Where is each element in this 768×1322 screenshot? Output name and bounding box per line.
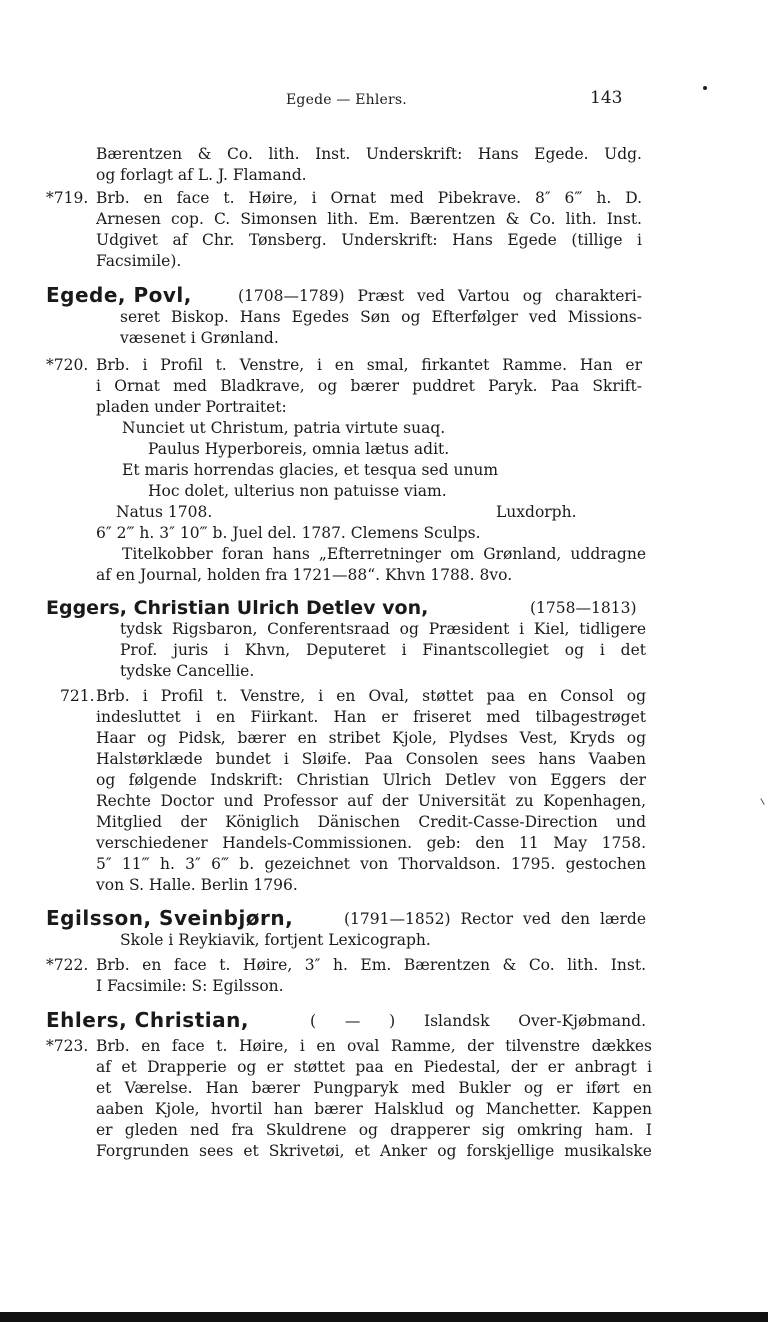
text-line: Halstørklæde bundet i Sløife. Paa Consolen sees hans Vaaben [96, 750, 646, 768]
text-line: tydske Cancellie. [120, 662, 255, 680]
scan-edge [0, 1312, 768, 1322]
text-line: Forgrunden sees et Skrivetøi, et Anker og forskjellige musikalske [96, 1142, 652, 1160]
text-line: af en Journal, holden fra 1721—88“. Khvn 1788. 8vo. [96, 566, 513, 584]
text-line: Haar og Pidsk, bærer en stribet Kjole, Plydses Vest, Kryds og [96, 729, 646, 747]
text-line: et Værelse. Han bærer Pungparyk med Bukler og er iført en [96, 1079, 652, 1097]
text-line: i Ornat med Bladkrave, og bærer puddret Paryk. Paa Skrift- [96, 377, 642, 395]
text-line: Skole i Reykiavik, fortjent Lexicograph. [120, 931, 431, 949]
text-line: aaben Kjole, hvortil han bærer Halsklud og Manchetter. Kappen [96, 1100, 652, 1118]
text-line: af et Drapperie og er støttet paa en Piedestal, der er anbragt i [96, 1058, 652, 1076]
verse-line: Et maris horrendas glacies, et tesqua sed unum [122, 461, 499, 479]
margin-dot [703, 86, 707, 90]
entry-number: 721. [60, 687, 95, 705]
text-line: von S. Halle. Berlin 1796. [96, 876, 298, 894]
text-line: Brb. i Profil t. Venstre, i en Oval, støttet paa en Consol og [96, 687, 646, 705]
text-line: Arnesen cop. C. Simonsen lith. Em. Bærentzen & Co. lith. Inst. [96, 210, 642, 228]
text-line: seret Biskop. Hans Egedes Søn og Efterfølger ved Missions- [120, 308, 642, 326]
text-line: Natus 1708. [116, 503, 213, 521]
verse-line: Paulus Hyperboreis, omnia lætus adit. [148, 440, 450, 458]
text-line: I Facsimile: S: Egilsson. [96, 977, 284, 995]
text-line: Brb. en face t. Høire, i en oval Ramme, der tilvenstre dækkes [96, 1037, 652, 1055]
text-line: Rechte Doctor und Professor auf der Universität zu Kopenhagen, [96, 792, 646, 810]
text-line: Titelkobber foran hans „Efterretninger om Grønland, uddragne [122, 545, 646, 563]
entry-heading: Egede, Povl, [46, 283, 192, 307]
text-line: pladen under Portraitet: [96, 398, 287, 416]
text-line: Brb. i Profil t. Venstre, i en smal, firkantet Ramme. Han er [96, 356, 642, 374]
text-line: (1791—1852) Rector ved den lærde [344, 910, 646, 928]
text-line: (1708—1789) Præst ved Vartou og charakteri- [238, 287, 642, 305]
text-line: Brb. en face t. Høire, i Ornat med Pibekrave. 8″ 6‴ h. D. [96, 189, 642, 207]
text-line: Facsimile). [96, 252, 182, 270]
text-line: og forlagt af L. J. Flamand. [96, 166, 307, 184]
entry-number: *720. [46, 356, 89, 374]
page-number: 143 [590, 88, 623, 108]
text-line: Prof. juris i Khvn, Deputeret i Finantscollegiet og i det [120, 641, 646, 659]
text-line: ( — ) Islandsk Over-Kjøbmand. [310, 1012, 646, 1030]
text-line: tydsk Rigsbaron, Conferentsraad og Præsident i Kiel, tidligere [120, 620, 646, 638]
entry-number: *722. [46, 956, 89, 974]
text-line: er gleden ned fra Skuldrene og drapperer sig omkring ham. I [96, 1121, 652, 1139]
entry-heading: Ehlers, Christian, [46, 1008, 249, 1032]
verse-line: Hoc dolet, ulterius non patuisse viam. [148, 482, 447, 500]
text-line: Udgivet af Chr. Tønsberg. Underskrift: Hans Egede (tillige i [96, 231, 642, 249]
text-line: Mitglied der Königlich Dänischen Credit-Casse-Direction und [96, 813, 646, 831]
text-line: Luxdorph. [496, 503, 577, 521]
text-line: verschiedener Handels-Commissionen. geb: den 11 May 1758. [96, 834, 646, 852]
entry-number: *723. [46, 1037, 89, 1055]
entry-number: *719. [46, 189, 89, 207]
verse-line: Nunciet ut Christum, patria virtute suaq. [122, 419, 446, 437]
entry-heading: Eggers, Christian Ulrich Detlev von, [46, 597, 429, 619]
text-line: (1758—1813) [530, 599, 637, 617]
text-line: indesluttet i en Fiirkant. Han er friseret med tilbagestrøget [96, 708, 646, 726]
text-line: Bærentzen & Co. lith. Inst. Underskrift: Hans Egede. Udg. [96, 145, 642, 163]
entry-heading: Egilsson, Sveinbjørn, [46, 906, 294, 930]
text-line: væsenet i Grønland. [120, 329, 279, 347]
text-line: Brb. en face t. Høire, 3″ h. Em. Bærentzen & Co. lith. Inst. [96, 956, 646, 974]
text-line: og følgende Indskrift: Christian Ulrich Detlev von Eggers der [96, 771, 646, 789]
running-title: Egede — Ehlers. [286, 92, 407, 108]
margin-mark [760, 798, 764, 805]
text-line: 5″ 11‴ h. 3″ 6‴ b. gezeichnet von Thorvaldson. 1795. gestochen [96, 855, 646, 873]
text-line: 6″ 2‴ h. 3″ 10‴ b. Juel del. 1787. Clemens Sculps. [96, 524, 481, 542]
